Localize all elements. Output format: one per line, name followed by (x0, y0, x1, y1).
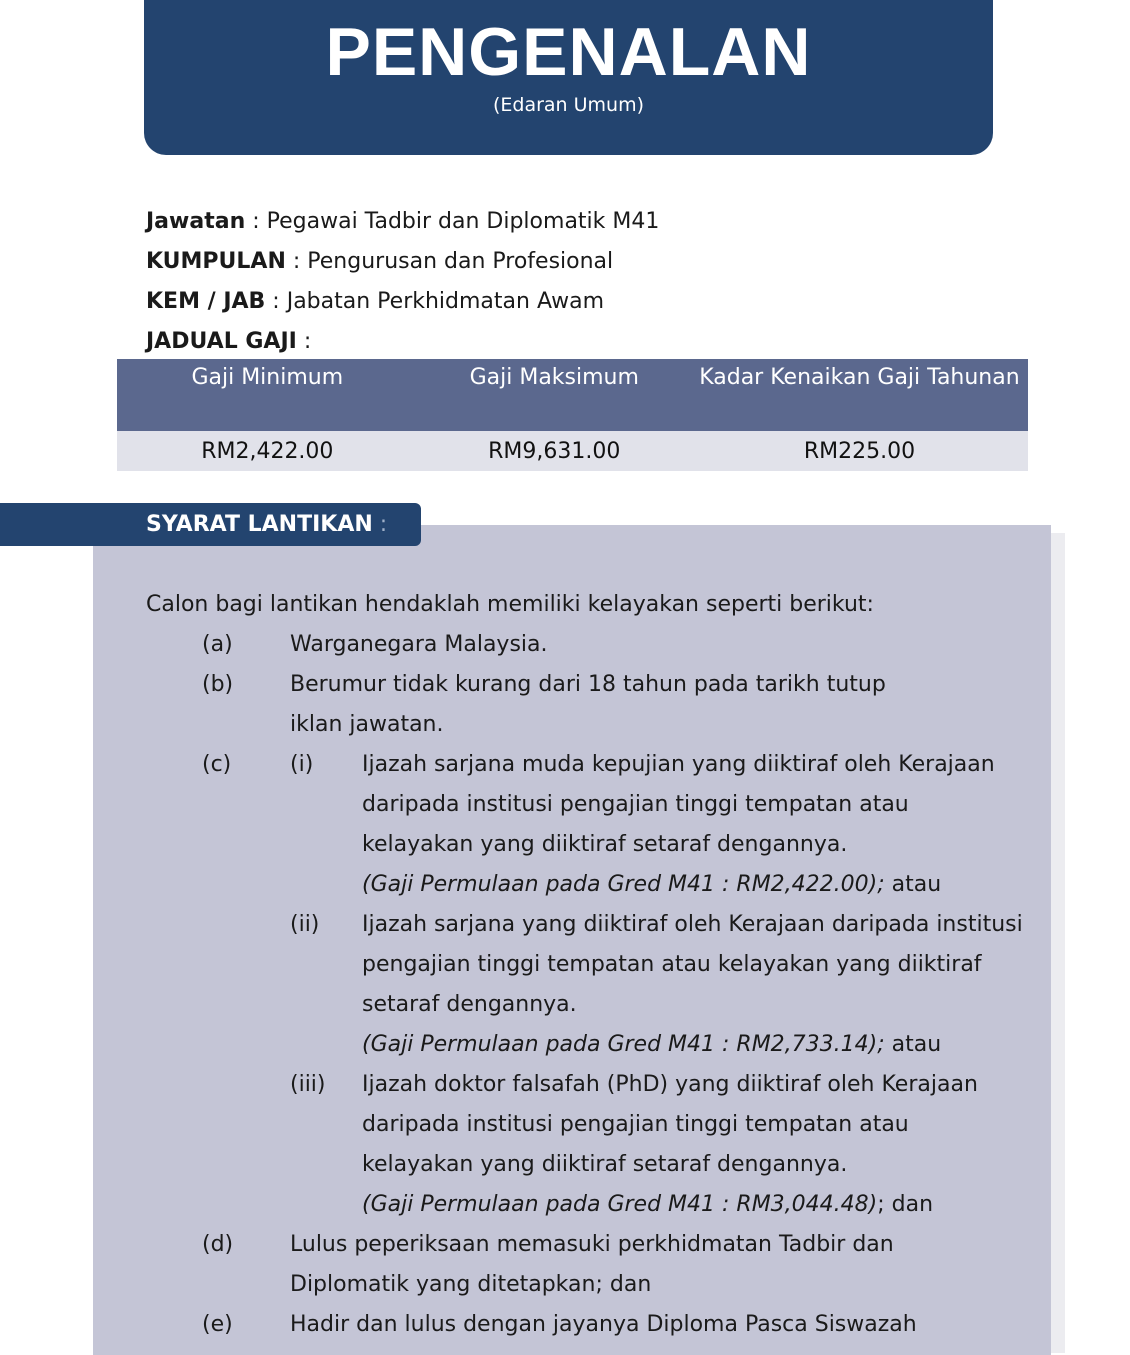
subitem-label: (ii) (290, 912, 320, 937)
table-cell: RM9,631.00 (418, 431, 691, 471)
list-item-continuation (146, 705, 1046, 745)
salary-note (146, 1185, 1046, 1225)
salary-note-text: (Gaji Permulaan pada Gred M41 : RM3,044.48) (362, 1192, 878, 1217)
info-label: KEM / JAB (146, 289, 266, 314)
list-item (146, 1225, 1046, 1265)
item-text: Ijazah sarjana muda kepujian yang diiktiraf oleh Kerajaan (362, 752, 995, 777)
item-text: Lulus peperiksaan memasuki perkhidmatan Tadbir dan (290, 1232, 894, 1257)
salary-note-suffix: ; dan (877, 1192, 934, 1217)
column-header: Kadar Kenaikan Gaji Tahunan (691, 359, 1028, 431)
item-text: pengajian tinggi tempatan atau kelayakan yang diiktiraf (362, 952, 982, 977)
item-text: Hadir dan lulus dengan jayanya Diploma Pasca Siswazah (290, 1312, 917, 1337)
item-text: daripada institusi pengajian tinggi tempatan atau (362, 792, 909, 817)
subitem-label: (iii) (290, 1072, 326, 1097)
section-heading (0, 503, 421, 546)
list-item (146, 905, 1046, 945)
info-row-jadual-gaji (146, 322, 659, 362)
salary-table-header (117, 359, 1028, 431)
list-item (146, 665, 1046, 705)
list-item-continuation (146, 785, 1046, 825)
item-label: (d) (202, 1232, 234, 1257)
section-title: SYARAT LANTIKAN (146, 512, 373, 537)
list-item-continuation (146, 825, 1046, 865)
item-text: Ijazah sarjana yang diiktiraf oleh Kerajaan daripada institusi (362, 912, 1023, 937)
info-value: : Jabatan Perkhidmatan Awam (265, 289, 605, 314)
table-row (117, 431, 1028, 471)
list-item-continuation (146, 1265, 1046, 1305)
info-label: JADUAL GAJI (146, 329, 297, 354)
column-header: Gaji Maksimum (418, 359, 691, 431)
requirements-intro: Calon bagi lantikan hendaklah memiliki kelayakan seperti berikut: (146, 592, 874, 617)
info-row-jawatan (146, 202, 659, 242)
list-item-continuation (146, 1145, 1046, 1185)
table-cell: RM2,422.00 (117, 431, 418, 471)
info-value: : (296, 329, 312, 354)
salary-note-text: (Gaji Permulaan pada Gred M41 : RM2,733.14); (362, 1032, 885, 1057)
salary-table (117, 359, 1028, 471)
item-text: Warganegara Malaysia. (290, 632, 548, 657)
item-text: kelayakan yang diiktiraf setaraf dengannya. (362, 832, 848, 857)
item-text: iklan jawatan. (290, 712, 444, 737)
info-value: : Pengurusan dan Profesional (285, 249, 614, 274)
list-item (146, 1305, 1046, 1345)
list-item-continuation (146, 985, 1046, 1025)
info-row-kem-jab (146, 282, 659, 322)
requirements-text (146, 585, 1046, 1345)
list-item (146, 745, 1046, 785)
item-label: (e) (202, 1312, 233, 1337)
info-label: KUMPULAN (146, 249, 286, 274)
item-label: (c) (202, 752, 232, 777)
column-header: Gaji Minimum (117, 359, 418, 431)
list-item (146, 625, 1046, 665)
subitem-label: (i) (290, 752, 314, 777)
item-label: (b) (202, 672, 234, 697)
header-banner (144, 0, 993, 155)
salary-note-suffix: atau (884, 1032, 942, 1057)
item-text: daripada institusi pengajian tinggi tempatan atau (362, 1112, 909, 1137)
salary-note (146, 865, 1046, 905)
item-text: setaraf dengannya. (362, 992, 577, 1017)
section-colon: : (372, 512, 388, 537)
page-title: PENGENALAN (325, 14, 812, 90)
page-subtitle: (Edaran Umum) (492, 94, 645, 116)
salary-note-text: (Gaji Permulaan pada Gred M41 : RM2,422.00); (362, 872, 885, 897)
info-row-kumpulan (146, 242, 659, 282)
list-item-continuation (146, 945, 1046, 985)
salary-note-suffix: atau (884, 872, 942, 897)
salary-note (146, 1025, 1046, 1065)
list-item (146, 1065, 1046, 1105)
job-info (146, 202, 659, 362)
item-text: Ijazah doktor falsafah (PhD) yang diiktiraf oleh Kerajaan (362, 1072, 978, 1097)
list-item-continuation (146, 1105, 1046, 1145)
item-text: Berumur tidak kurang dari 18 tahun pada tarikh tutup (290, 672, 886, 697)
table-cell: RM225.00 (691, 431, 1028, 471)
item-text: Diplomatik yang ditetapkan; dan (290, 1272, 652, 1297)
item-label: (a) (202, 632, 233, 657)
info-label: Jawatan (146, 209, 246, 234)
item-text: kelayakan yang diiktiraf setaraf dengannya. (362, 1152, 848, 1177)
info-value: : Pegawai Tadbir dan Diplomatik M41 (245, 209, 660, 234)
